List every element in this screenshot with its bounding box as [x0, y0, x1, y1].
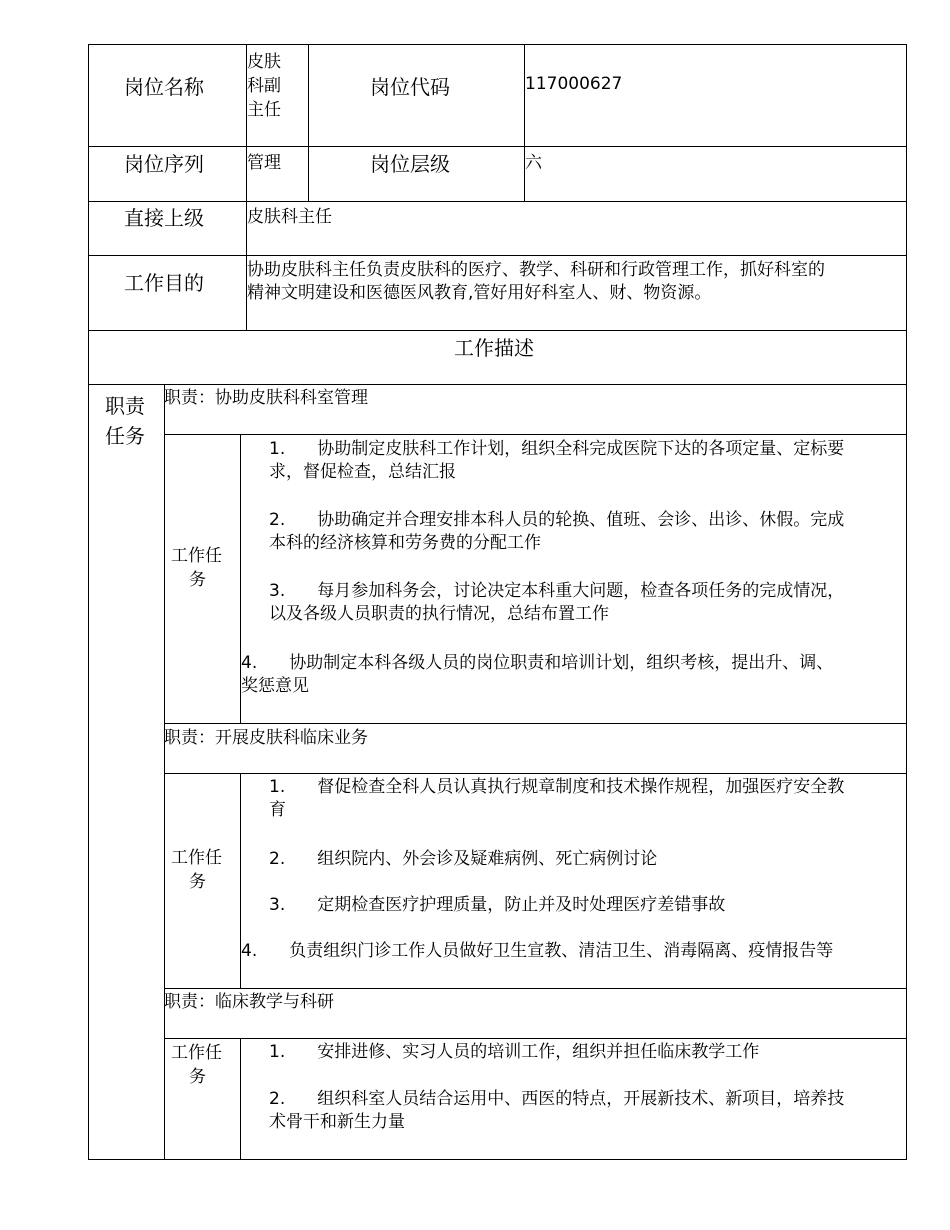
- task-label: 工作任 务: [171, 848, 222, 892]
- list-item: 1. 督促检查全科人员认真执行规章制度和技术操作规程，加强医疗安全教 育: [269, 777, 845, 820]
- post-level-value: 六: [525, 153, 542, 173]
- list-item: 2. 组织院内、外会诊及疑难病例、死亡病例讨论: [269, 849, 658, 869]
- task-label: 工作任 务: [171, 546, 222, 590]
- list-item: 2. 协助确定并合理安排本科人员的轮换、值班、会诊、出诊、休假。完成 本科的经济核算和劳务费的分配工作: [269, 510, 845, 553]
- duty-heading: 职责：临床教学与科研: [164, 992, 334, 1012]
- list-item: 4. 负责组织门诊工作人员做好卫生宣教、清洁卫生、消毒隔离、疫情报告等: [241, 941, 834, 961]
- superior-value: 皮肤科主任: [247, 207, 332, 227]
- list-item: 3. 每月参加科务会，讨论决定本科重大问题，检查各项任务的完成情况， 以及各级人员职责的执行情况，总结布置工作: [269, 581, 845, 624]
- list-item: 2. 组织科室人员结合运用中、西医的特点，开展新技术、新项目，培养技 术骨干和新生力量: [269, 1089, 845, 1132]
- task-label: 工作任 务: [171, 1043, 222, 1087]
- list-item: 1. 安排进修、实习人员的培训工作，组织并担任临床教学工作: [269, 1042, 760, 1062]
- post-code-label: 岗位代码: [370, 75, 450, 99]
- post-name-label: 岗位名称: [124, 75, 204, 99]
- post-level-label: 岗位层级: [370, 152, 450, 176]
- post-series-label: 岗位序列: [124, 152, 204, 176]
- list-item: 1. 协助制定皮肤科工作计划，组织全科完成医院下达的各项定量、定标要 求，督促检查，总结汇报: [269, 439, 845, 482]
- superior-label: 直接上级: [124, 206, 204, 230]
- post-series-value: 管理: [247, 153, 281, 173]
- purpose-text: 协助皮肤科主任负责皮肤科的医疗、教学、科研和行政管理工作，抓好科室的 精神文明建设和医德医风教育,管好用好科室人、财、物资源。: [247, 260, 825, 303]
- duty-column-label: 职责 任务: [105, 394, 145, 448]
- post-name-value: 皮肤 科副 主任: [247, 52, 281, 120]
- post-code-value: 117000627: [525, 74, 623, 94]
- duty-heading: 职责：协助皮肤科科室管理: [164, 388, 368, 408]
- description-title: 工作描述: [454, 336, 534, 360]
- duty-heading: 职责：开展皮肤科临床业务: [164, 728, 368, 748]
- list-item: 3. 定期检查医疗护理质量，防止并及时处理医疗差错事故: [269, 895, 726, 915]
- list-item: 4. 协助制定本科各级人员的岗位职责和培训计划，组织考核，提出升、调、 奖惩意见: [241, 653, 834, 696]
- purpose-label: 工作目的: [124, 271, 204, 295]
